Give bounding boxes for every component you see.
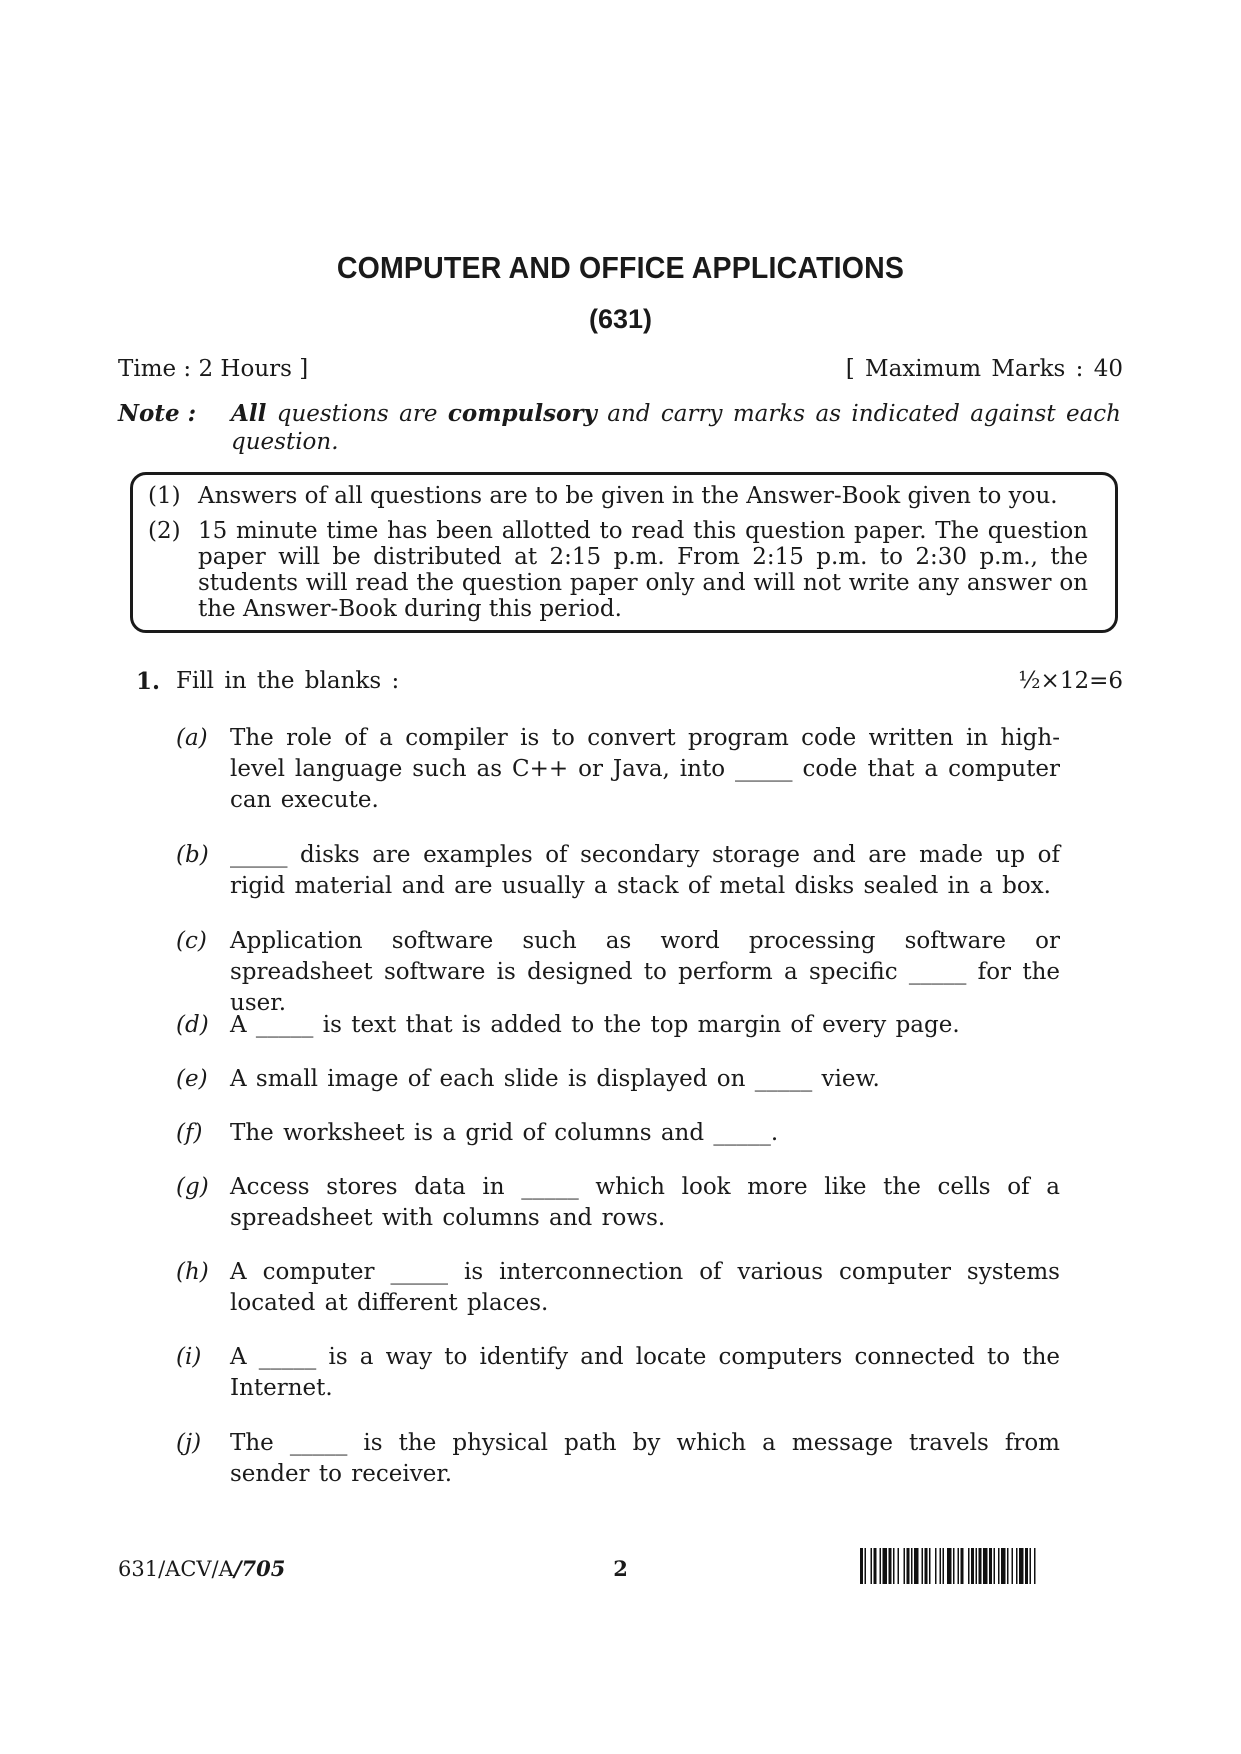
sub-question-text: The worksheet is a grid of columns and _____. <box>230 1120 779 1146</box>
instruction-number: (1) <box>148 483 181 509</box>
note-part2: and carry marks as indicated against each question. <box>231 401 1121 455</box>
question-number: 1. <box>136 668 161 695</box>
sub-question-label: (i) <box>176 1344 202 1370</box>
sub-question-a <box>176 723 1060 816</box>
sub-question-text: A _____ is a way to identify and locate computers connected to the Internet. <box>230 1344 1060 1401</box>
sub-question-f <box>176 1118 1060 1149</box>
instruction-number: (2) <box>148 518 181 544</box>
sub-question-text: _____ disks are examples of secondary storage and are made up of rigid material and are usually a stack of metal disks sealed in a box. <box>230 842 1060 899</box>
note-part1: questions are <box>266 401 448 427</box>
sub-question-h <box>176 1257 1060 1319</box>
question-text: Fill in the blanks : <box>176 668 400 694</box>
sub-question-text: Application software such as word processing software or spreadsheet software is designed to perform a specific _____ for the user. <box>230 928 1060 1016</box>
note-compulsory: compulsory <box>447 400 597 427</box>
barcode-icon <box>860 1548 1122 1584</box>
page-number: 2 <box>613 1556 628 1581</box>
sub-question-label: (a) <box>176 725 208 751</box>
sub-question-text: A computer _____ is interconnection of various computer systems located at different places. <box>230 1259 1060 1316</box>
note-all: All <box>231 400 267 427</box>
sub-question-label: (c) <box>176 928 207 954</box>
instruction-item <box>148 483 1088 509</box>
sub-question-j <box>176 1428 1060 1490</box>
paper-title: COMPUTER AND OFFICE APPLICATIONS <box>336 250 905 285</box>
sub-question-i <box>176 1342 1060 1404</box>
maximum-marks: [ Maximum Marks : 40 <box>845 356 1123 382</box>
sub-question-label: (h) <box>176 1259 209 1285</box>
sub-question-label: (d) <box>176 1012 209 1038</box>
footer-code-prefix: 631/ACV/A <box>118 1557 234 1581</box>
sub-question-label: (e) <box>176 1066 208 1092</box>
sub-question-text: The _____ is the physical path by which a message travels from sender to receiver. <box>230 1430 1060 1487</box>
instruction-text: Answers of all questions are to be given in the Answer-Book given to you. <box>198 483 1058 509</box>
sub-question-label: (j) <box>176 1430 202 1456</box>
sub-question-b <box>176 840 1060 902</box>
sub-question-d <box>176 1010 1060 1041</box>
sub-question-c <box>176 926 1060 1019</box>
instruction-text: 15 minute time has been allotted to read this question paper. The question paper will be distributed at 2:15 p.m. From 2:15 p.m. to 2:30 p.m., the students will read the question paper only and will not write any answer on the Answer-Book during this period. <box>198 518 1088 622</box>
sub-question-e <box>176 1064 1060 1095</box>
paper-code: (631) <box>588 304 653 334</box>
sub-question-label: (g) <box>176 1174 209 1200</box>
sub-question-label: (b) <box>176 842 209 868</box>
footer-code-suffix: /705 <box>233 1556 286 1581</box>
question-marks: ½×12=6 <box>1018 668 1123 694</box>
sub-question-text: The role of a compiler is to convert program code written in high-level language such as C++ or Java, into _____ code that a computer can execute. <box>230 725 1060 813</box>
sub-question-text: A small image of each slide is displayed on _____ view. <box>230 1066 880 1092</box>
sub-question-text: A _____ is text that is added to the top margin of every page. <box>230 1012 960 1038</box>
sub-question-text: Access stores data in _____ which look more like the cells of a spreadsheet with columns and rows. <box>230 1174 1060 1231</box>
instruction-item <box>148 518 1088 622</box>
sub-question-label: (f) <box>176 1120 203 1146</box>
sub-question-g <box>176 1172 1060 1234</box>
note-label: Note : <box>118 400 197 427</box>
time-allowed: Time : 2 Hours ] <box>118 356 309 382</box>
note-text <box>231 400 1121 456</box>
